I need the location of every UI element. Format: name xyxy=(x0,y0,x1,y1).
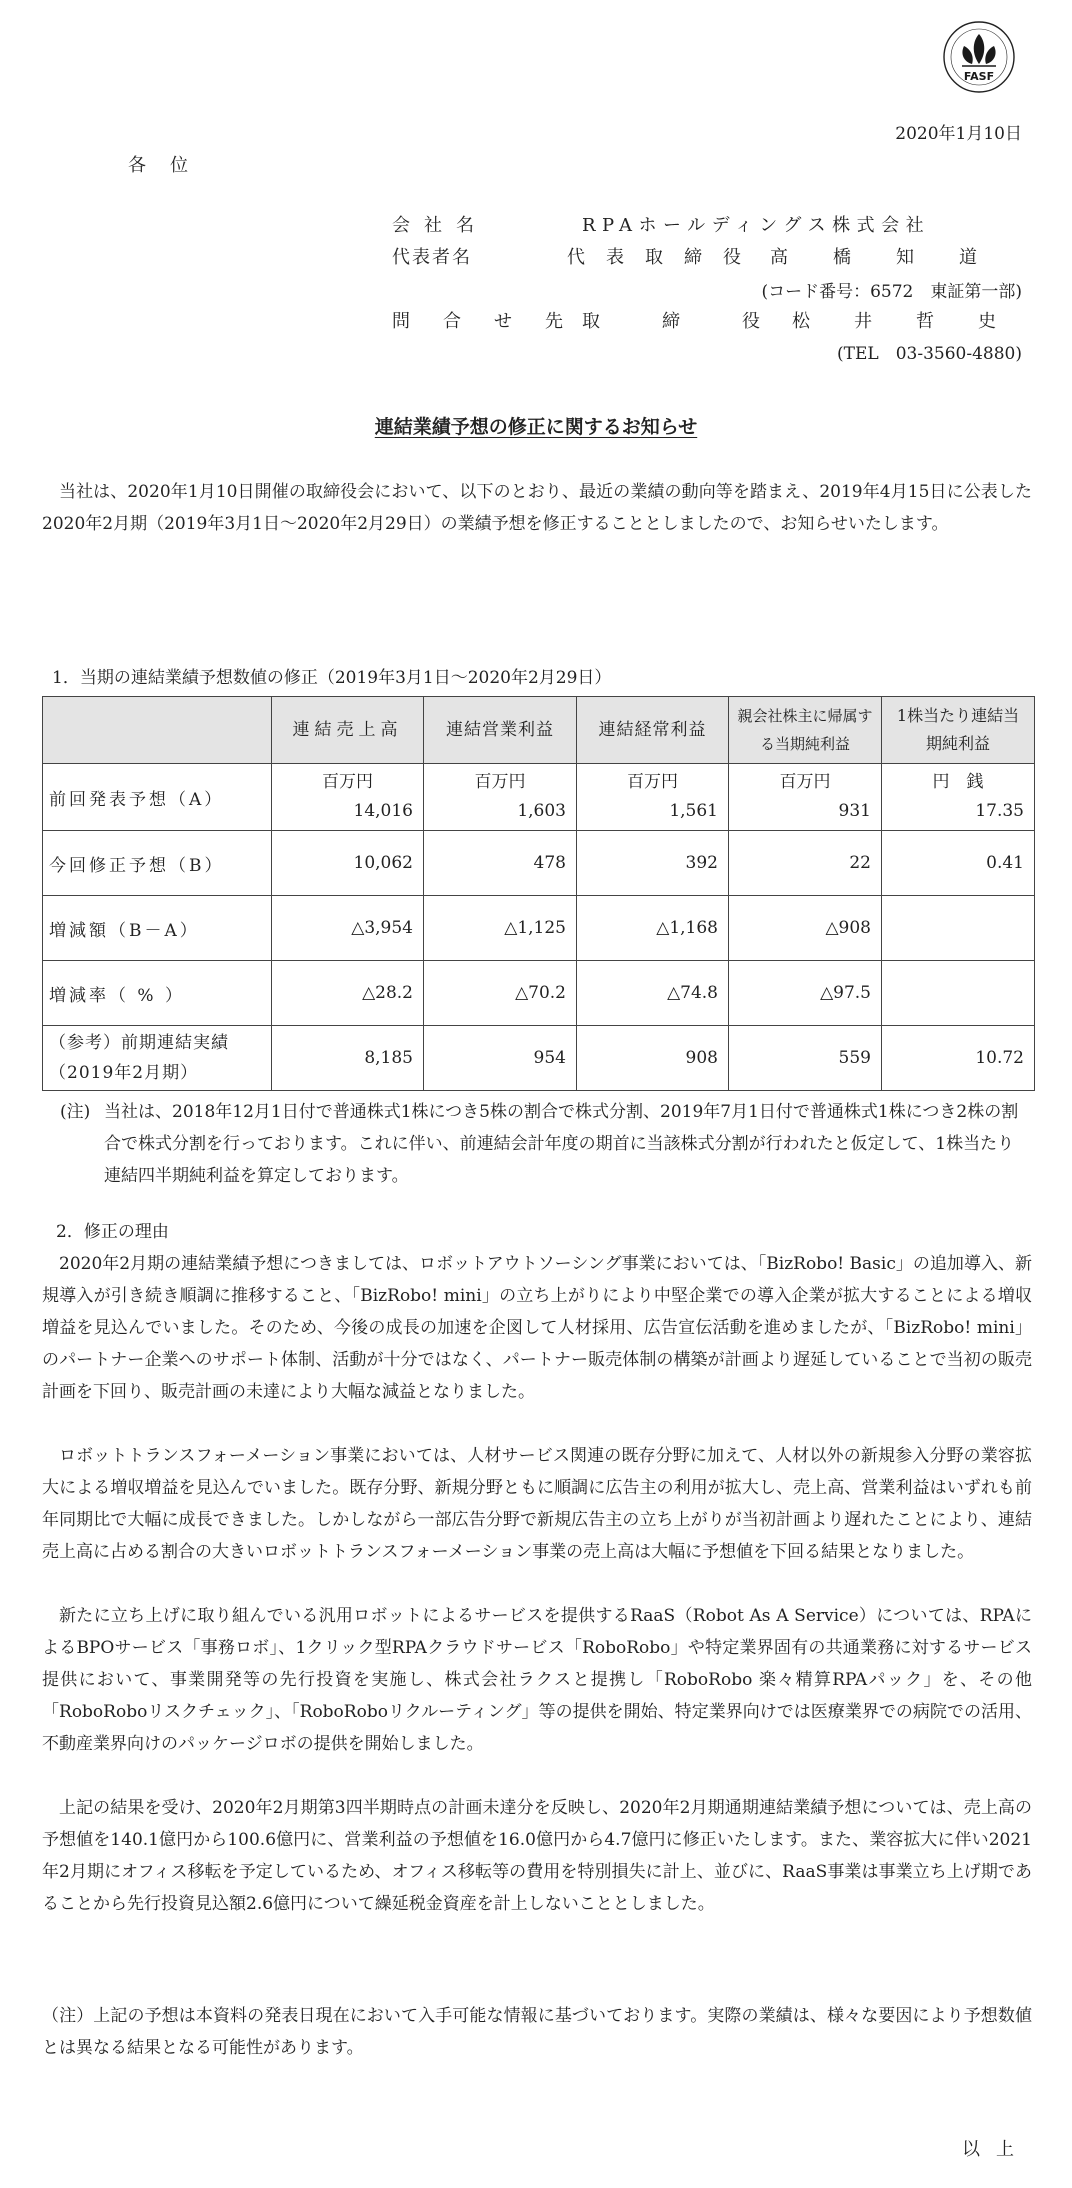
cell-value xyxy=(882,896,1035,961)
cell-value: 22 xyxy=(729,831,882,896)
cell-value: 14,016 xyxy=(353,801,413,821)
unit-label: 百万円 xyxy=(322,772,373,792)
representative-title: 代表取締役 xyxy=(567,247,762,268)
closing-mark: 以上 xyxy=(962,2139,1030,2160)
cell-value: △28.2 xyxy=(272,961,424,1026)
section1-heading: 1．当期の連結業績予想数値の修正（2019年3月1日～2020年2月29日） xyxy=(52,668,612,688)
row-label: 増減額（B－A） xyxy=(43,896,272,961)
cell-value: △1,168 xyxy=(577,896,729,961)
table-cell xyxy=(729,764,882,831)
cell-value: 908 xyxy=(577,1026,729,1091)
row-label: 増減率（ % ） xyxy=(43,961,272,1026)
cell-value: 1,561 xyxy=(669,801,718,821)
intro-paragraph: 当社は、2020年1月10日開催の取締役会において、以下のとおり、最近の業績の動向等を踏まえ、2019年4月15日に公表した2020年2月期（2019年3月1日～2020年2月29日）の業績予想を修正することとしましたので、お知らせいたします。 xyxy=(42,482,1032,534)
company-label: 会社名 xyxy=(392,215,488,236)
disclaimer: （注）上記の予想は本資料の発表日現在において入手可能な情報に基づいております。実際の業績は、様々な要因により予想数値とは異なる結果となる可能性があります。 xyxy=(42,2006,1032,2058)
table-row xyxy=(43,831,1035,896)
header-net-income: 親会社株主に帰属する当期純利益 xyxy=(729,697,882,764)
footnote-mark: (注) xyxy=(60,1102,91,1122)
cell-value: △74.8 xyxy=(577,961,729,1026)
fasf-leaf-logo-icon xyxy=(942,20,1016,94)
contact-row xyxy=(392,311,1040,332)
page-title xyxy=(0,412,1072,439)
logo-text: FASF xyxy=(963,70,995,83)
forecast-table xyxy=(42,696,1035,1091)
table-row xyxy=(43,1026,1035,1091)
cell-value: △3,954 xyxy=(272,896,424,961)
header-ordinary-profit: 連結経常利益 xyxy=(577,697,729,764)
page-title-text: 連結業績予想の修正に関するお知らせ xyxy=(374,416,698,438)
table-header-row xyxy=(43,697,1035,764)
reason-paragraph-2: ロボットトランスフォーメーション事業においては、人材サービス関連の既存分野に加えて、人材以外の新規参入分野の業容拡大による増収増益を見込んでいました。既存分野、新規分野ともに順調に広告主の利用が拡大し、売上高、営業利益はいずれも前年同期比で大幅に成長できました。しかしながら一部広告分野で新規広告主の立ち上がりが当初計画より遅れたことにより、連結売上高に占める割合の大きいロボットトランスフォーメーション事業の売上高は大幅に予想値を下回る結果となりました。 xyxy=(42,1446,1032,1562)
cell-value: 0.41 xyxy=(882,831,1035,896)
reason-paragraph-1: 2020年2月期の連結業績予想につきましては、ロボットアウトソーシング事業においては、「BizRobo! Basic」の追加導入、新規導入が引き続き順調に推移すること、「BizRobo! mini」の立ち上がりにより中堅企業での導入企業が拡大することによる増収増益を見込んでいました。そのため、今後の成長の加速を企図して人材採用、広告宣伝活動を進めましたが、「BizRobo! mini」のパートナー企業へのサポート体制、活動が十分ではなく、パートナー販売体制の構築が計画より遅延していることで当初の販売計画を下回り、販売計画の未達により大幅な減益となりました。 xyxy=(42,1254,1032,1402)
table-footnote xyxy=(62,1096,1030,1192)
cell-value: 8,185 xyxy=(272,1026,424,1091)
footnote-text: 当社は、2018年12月1日付で普通株式1株につき5株の割合で株式分割、2019年7月1日付で普通株式1株につき2株の割合で株式分割を行っております。これに伴い、前連結会計年度の期首に当該株式分割が行われたと仮定して、1株当たり連結四半期純利益を算定しております。 xyxy=(104,1102,1019,1186)
representative-label: 代表者名 xyxy=(392,247,472,268)
representative-name: 高橋知道 xyxy=(770,247,1022,268)
section2-heading: 2．修正の理由 xyxy=(56,1222,169,1242)
cell-value: 478 xyxy=(424,831,577,896)
reason-paragraph-3: 新たに立ち上げに取り組んでいる汎用ロボットによるサービスを提供するRaaS（Robot As A Service）については、RPAによるBPOサービス「事務ロボ」、1クリック型RPAクラウドサービス「RoboRobo」や特定業界固有の共通業務に対するサービス提供において、事業開発等の先行投資を実施し、株式会社ラクスと提携し「RoboRobo 楽々精算RPAパック」を、その他「RoboRoboリスクチェック」、「RoboRoboリクルーティング」等の提供を開始、特定業界向けでは医療業界での病院での活用、不動産業界向けのパッケージロボの提供を開始しました。 xyxy=(42,1606,1032,1754)
unit-label: 百万円 xyxy=(474,772,526,792)
unit-label: 円 銭 xyxy=(932,772,984,792)
company-row xyxy=(392,216,1022,236)
unit-label: 百万円 xyxy=(627,772,678,792)
cell-value xyxy=(882,961,1035,1026)
representative-row xyxy=(392,248,1022,268)
row-label: 前回発表予想（A） xyxy=(43,764,272,831)
row-label: （参考）前期連結実績（2019年2月期） xyxy=(43,1026,272,1091)
cell-value: 10,062 xyxy=(272,831,424,896)
cell-value: 1,603 xyxy=(517,801,566,821)
cell-value: △97.5 xyxy=(729,961,882,1026)
table-row xyxy=(43,764,1035,831)
reason-paragraph-4: 上記の結果を受け、2020年2月期第3四半期時点の計画未達分を反映し、2020年2月期通期連結業績予想については、売上高の予想値を140.1億円から100.6億円に、営業利益の予想値を16.0億円から4.7億円に修正いたします。また、業容拡大に伴い2021年2月期にオフィス移転を予定しているため、オフィス移転等の費用を特別損失に計上、並びに、RaaS事業は事業立ち上げ期であることから先行投資見込額2.6億円について繰延税金資産を計上しないこととしました。 xyxy=(42,1798,1032,1914)
cell-value: △908 xyxy=(729,896,882,961)
fasf-logo xyxy=(942,20,1016,94)
header-operating-profit: 連結営業利益 xyxy=(424,697,577,764)
stock-code: (コード番号：6572 東証第一部) xyxy=(761,282,1022,302)
table-cell xyxy=(882,764,1035,831)
row-label: 今回修正予想（B） xyxy=(43,831,272,896)
cell-value: 954 xyxy=(424,1026,577,1091)
cell-value: 10.72 xyxy=(882,1026,1035,1091)
cell-value: 392 xyxy=(577,831,729,896)
cell-value: △70.2 xyxy=(424,961,577,1026)
table-cell xyxy=(272,764,424,831)
header-eps: 1株当たり連結当期純利益 xyxy=(882,697,1035,764)
contact-title: 取締役 xyxy=(582,311,822,332)
cell-value: 17.35 xyxy=(975,801,1024,821)
document-date: 2020年1月10日 xyxy=(895,124,1022,144)
company-name: RPAホールディングス株式会社 xyxy=(582,215,931,236)
cell-value: 559 xyxy=(729,1026,882,1091)
contact-name: 松井哲史 xyxy=(792,311,1040,332)
contact-tel: (TEL 03-3560-4880) xyxy=(837,344,1022,364)
header-blank xyxy=(43,697,272,764)
table-cell xyxy=(424,764,577,831)
table-row xyxy=(43,961,1035,1026)
table-row xyxy=(43,896,1035,961)
addressee: 各位 xyxy=(128,155,212,176)
cell-value: 931 xyxy=(838,801,871,821)
cell-value: △1,125 xyxy=(424,896,577,961)
header-net-sales: 連結売上高 xyxy=(272,697,424,764)
unit-label: 百万円 xyxy=(779,772,831,792)
table-cell xyxy=(577,764,729,831)
contact-label: 問合せ先 xyxy=(392,311,596,332)
